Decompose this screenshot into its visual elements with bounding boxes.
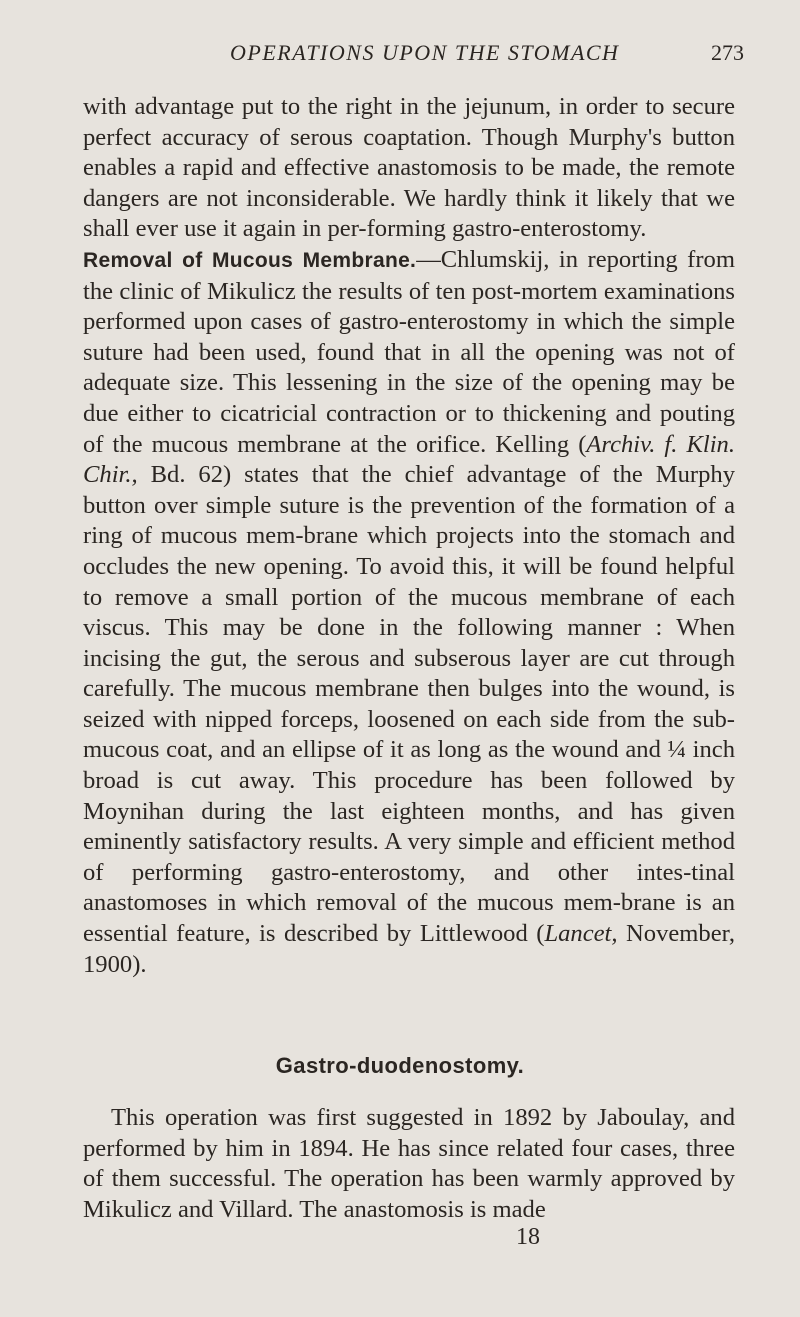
paragraph-2-text-b: Bd. 62) states that the chief advantage of the Murphy button over simple suture is the prevention of the formation of a ring of mucous mem-brane which projects into the stomach and occludes the new opening. To avoid this, it will be found helpful to remove a small portion of the mucous membrane of each viscus. This may be done in the following manner : When incising the gut, the serous and subserous layer are cut through carefully. The mucous membrane then bulges into the wound, is seized with nipped forceps, loosened on each side from the sub-mucous coat, and an ellipse of it as long as the wound and ¼ inch broad is cut away. This procedure has been followed by Moynihan during the last eighteen months, and has given eminently satisfactory results. A very simple and efficient method of performing gastro-enterostomy, and other intes-tinal anastomoses in which removal of the mucous mem-brane is an essential feature, is described by Littlewood ( bbox=[83, 461, 735, 948]
citation-archiv: Archiv. f. Klin. Chir., bbox=[83, 430, 735, 489]
paragraph-2 bbox=[83, 245, 735, 980]
page-number: 273 bbox=[711, 40, 744, 65]
side-heading-removal-of-mucous-membrane: Removal of Mucous Membrane. bbox=[83, 248, 417, 272]
section-text bbox=[83, 1103, 735, 1225]
paragraph-2-text-a: —Chlumskij, in reporting from the clinic of Mikulicz the results of ten post-mortem examinations performed upon cases of gastro-enterostomy in which the simple suture had been used, found that in all the opening was not of adequate size. This lessening in the size of the opening may be due either to cicatricial contraction or to thickening and pouting of the mucous membrane at the orifice. Kelling ( bbox=[83, 245, 735, 458]
running-head: OPERATIONS UPON THE STOMACH bbox=[230, 40, 620, 65]
main-text bbox=[83, 92, 735, 980]
citation-lancet: Lancet, bbox=[544, 920, 618, 948]
section-heading: Gastro-duodenostomy. bbox=[275, 1053, 525, 1078]
signature-mark: 18 bbox=[516, 1224, 540, 1250]
paragraph-1: with advantage put to the right in the jejunum, in order to secure perfect accuracy of serous coaptation. Though Murphy's button enables a rapid and effective anastomosis to be made, the remote dangers are not inconsiderable. We hardly think it likely that we shall ever use it again in per-forming gastro-enterostomy. bbox=[83, 93, 735, 243]
paragraph-3: This operation was first suggested in 1892 by Jaboulay, and performed by him in 1894. He has since related four cases, three of them successful. The operation has been warmly approved by Mikulicz and Villard. The anastomosis is made bbox=[83, 1104, 735, 1223]
paragraph-2-text-c: November, 1900). bbox=[83, 920, 735, 978]
